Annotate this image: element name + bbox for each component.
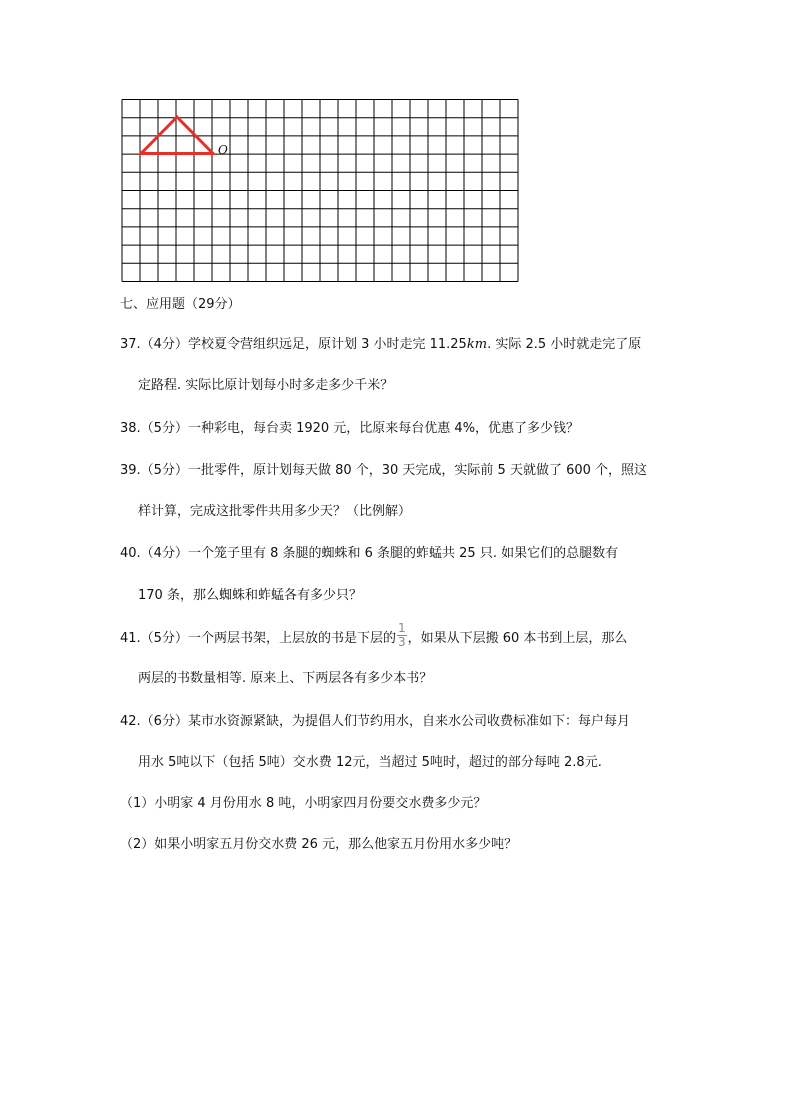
q39-text-2: 样计算，完成这批零件共用多少天？（比例解） — [138, 504, 412, 519]
section-title-text: 七、应用题（29分） — [120, 297, 241, 312]
q42-sub-1 — [120, 795, 486, 813]
q41-line-1 — [120, 621, 628, 652]
q42-text-2: 用水 5吨以下（包括 5吨）交水费 12元，当超过 5吨时，超过的部分每吨 2.8元. — [138, 755, 602, 770]
q39-text-1: 39.（5分）一批零件，原计划每天做 80 个，30 天完成，实际前 5 天就做了 600 个，照这 — [120, 463, 648, 478]
q39-line-1 — [120, 462, 647, 480]
q37-text-a: 37.（4分）学校夏令营组织远足，原计划 3 小时走完 11.25 — [120, 337, 467, 352]
q41-text-2: 两层的书数量相等. 原来上、下两层各有多少本书？ — [138, 671, 433, 686]
fraction-numerator: 1 — [397, 621, 406, 635]
red-triangle — [141, 117, 213, 154]
q42-line-1 — [120, 713, 630, 731]
q40-line-1 — [120, 545, 618, 563]
section-title — [120, 296, 241, 314]
q37-unit: km — [466, 337, 488, 352]
q42-line-2 — [138, 754, 602, 772]
q40-text-2: 170 条，那么蜘蛛和蚱蜢各有多少只？ — [138, 588, 362, 603]
q42-sub-2-text: （2）如果小明家五月份交水费 26 元，那么他家五月份用水多少吨？ — [120, 837, 518, 852]
q37-text-2: 定路程. 实际比原计划每小时多走多少千米？ — [138, 378, 394, 393]
q42-sub-1-text: （1）小明家 4 月份用水 8 吨，小明家四月份要交水费多少元？ — [120, 796, 487, 811]
q39-line-2 — [138, 503, 411, 521]
fraction-denominator: 3 — [397, 635, 406, 649]
q41-line-2 — [138, 670, 432, 688]
q41-text-b: ，如果从下层搬 60 本书到上层，那么 — [407, 631, 628, 646]
q41-text-a: 41.（5分）一个两层书架，上层放的书是下层的 — [120, 631, 396, 646]
grid-figure — [120, 98, 523, 283]
q40-text-1: 40.（4分）一个笼子里有 8 条腿的蜘蛛和 6 条腿的蚱蜢共 25 只. 如果它们的总腿数有 — [120, 546, 619, 561]
q38-text: 38.（5分）一种彩电，每台卖 1920 元，比原来每台优惠 4%，优惠了多少钱？ — [120, 421, 580, 436]
q40-line-2 — [138, 587, 362, 605]
q38-line-1 — [120, 420, 579, 438]
fraction-one-third — [397, 622, 407, 649]
grid-lines — [122, 100, 518, 282]
q37-text-b: . 实际 2.5 小时就走完了原 — [487, 337, 642, 352]
q42-text-1: 42.（6分）某市水资源紧缺，为提倡人们节约用水，自来水公司收费标准如下：每户每月 — [120, 714, 630, 729]
q37-line-2 — [138, 377, 393, 395]
q37-line-1 — [120, 336, 641, 354]
point-o-label: O — [218, 143, 228, 157]
q42-sub-2 — [120, 836, 517, 854]
